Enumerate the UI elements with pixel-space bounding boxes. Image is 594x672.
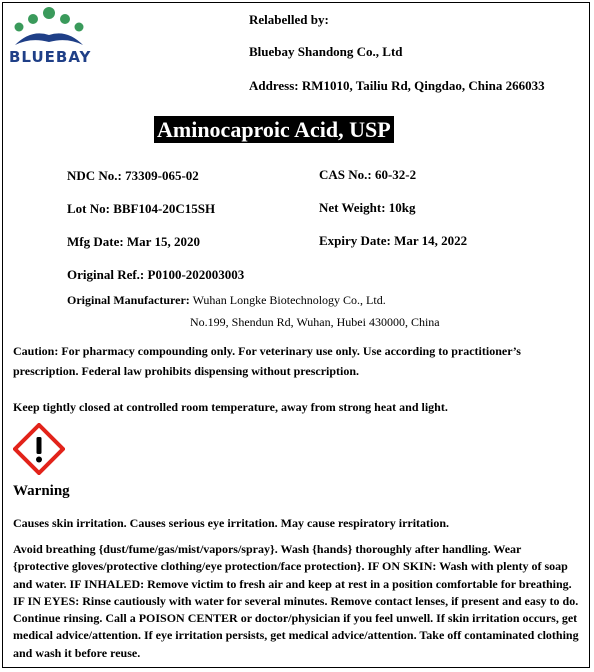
- original-manufacturer: [67, 293, 386, 308]
- exclamation-hazard-icon: [13, 423, 65, 475]
- storage-statement: Keep tightly closed at controlled room temperature, away from strong heat and light.: [13, 400, 448, 414]
- signal-word: Warning: [13, 483, 70, 499]
- manufacturer-label: Original Manufacturer:: [67, 293, 190, 307]
- bluebay-logo: [9, 5, 92, 67]
- product-title: Aminocaproic Acid, USP: [154, 116, 394, 143]
- bluebay-dots-icon: [9, 5, 89, 49]
- hazard-statement: Causes skin irritation. Causes serious eye irritation. May cause respiratory irritation.: [13, 516, 450, 530]
- relabelled-by-heading: Relabelled by:: [249, 12, 329, 27]
- cas-number: CAS No.: 60-32-2: [319, 167, 417, 182]
- caution-statement: Caution: For pharmacy compounding only. For veterinary use only. Use according to practitioner’s prescription. Federal law prohibits dispensing without prescription.: [13, 344, 521, 378]
- manufacturer-name: Wuhan Longke Biotechnology Co., Ltd.: [192, 293, 386, 307]
- relabeller-company: Bluebay Shandong Co., Ltd: [249, 44, 403, 59]
- relabeller-address: Address: RM1010, Tailiu Rd, Qingdao, China 266033: [249, 78, 545, 93]
- mfg-date: Mfg Date: Mar 15, 2020: [67, 234, 200, 249]
- original-reference: Original Ref.: P0100-202003003: [67, 267, 245, 282]
- product-label: [2, 2, 590, 668]
- net-weight: Net Weight: 10kg: [319, 200, 416, 215]
- logo-wordmark: BLUEBAY: [9, 48, 92, 66]
- lot-number: Lot No: BBF104-20C15SH: [67, 201, 216, 216]
- manufacturer-address: No.199, Shendun Rd, Wuhan, Hubei 430000, China: [190, 315, 440, 329]
- ndc-number: NDC No.: 73309-065-02: [67, 168, 199, 183]
- expiry-date: Expiry Date: Mar 14, 2022: [319, 233, 468, 248]
- precautionary-statement: Avoid breathing {dust/fume/gas/mist/vapors/spray}. Wash {hands} thoroughly after handling. Wear {protective gloves/protective clothing/eye protection/face protection}. IF ON SKIN: Wash with plenty of soap and water. IF INHALED: Remove victim to fresh air and keep at rest in a position comfortable for breathing. IF IN EYES: Rinse cautiously with water for several minutes. Remove contact lenses, if present and easy to do. Continue rinsing. Call a POISON CENTER or doctor/physician if you feel unwell. If skin irritation occurs, get medical advice/attention. If eye irritation persists, get medical advice/attention. Take off contaminated clothing and wash it before reuse.: [13, 542, 579, 660]
